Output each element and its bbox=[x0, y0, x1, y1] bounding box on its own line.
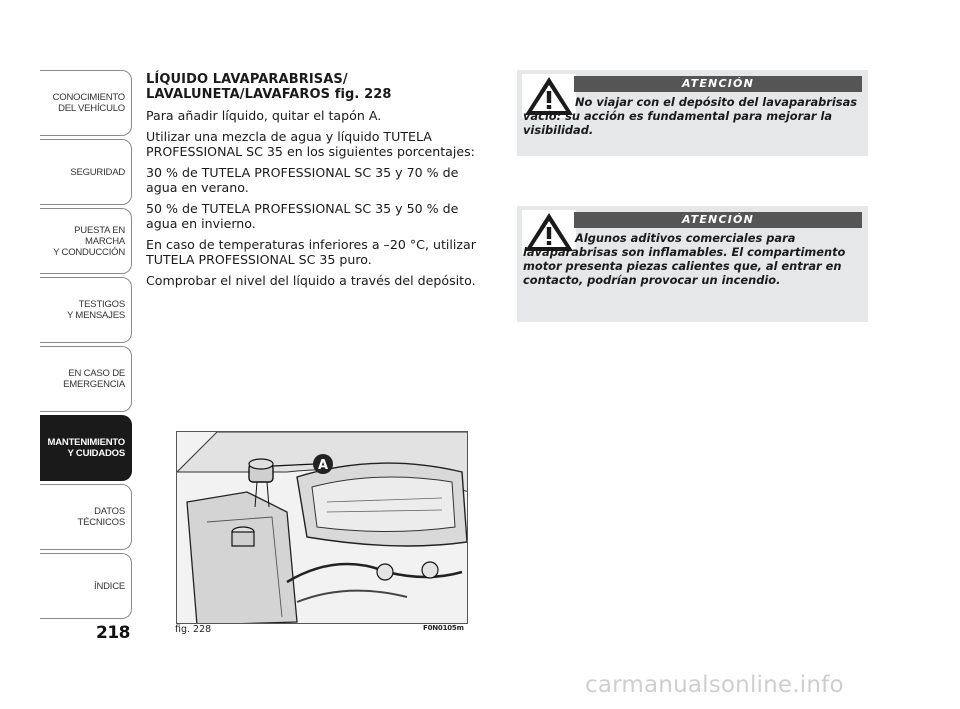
paragraph: En caso de temperaturas inferiores a –20 °C, utilizar TUTELA PROFESSIONAL SC 35 puro. bbox=[146, 237, 476, 267]
tab-conocimiento-del-vehiculo[interactable]: CONOCIMIENTO DEL VEHÍCULO bbox=[40, 70, 132, 136]
tab-mantenimiento-y-cuidados[interactable]: MANTENIMIENTO Y CUIDADOS bbox=[40, 415, 132, 481]
warning-box-flammable-additives bbox=[517, 206, 868, 322]
tab-testigos-y-mensajes[interactable]: TESTIGOS Y MENSAJES bbox=[40, 277, 132, 343]
paragraph: 30 % de TUTELA PROFESSIONAL SC 35 y 70 % de agua en verano. bbox=[146, 165, 459, 195]
section-title: LÍQUIDO LAVAPARABRISAS/ LAVALUNETA/LAVAFAROS fig. 228 bbox=[146, 72, 392, 102]
tab-indice[interactable]: ÍNDICE bbox=[40, 553, 132, 619]
watermark: carmanualsonline.info bbox=[585, 672, 844, 698]
paragraph: Para añadir líquido, quitar el tapón A. bbox=[146, 108, 382, 123]
page-number: 218 bbox=[96, 623, 130, 643]
warning-heading: ATENCIÓN bbox=[574, 212, 862, 228]
figure-caption: fig. 228 bbox=[175, 624, 212, 635]
warning-text: Algunos aditivos comerciales para lavaparabrisas son inflamables. El compartimento motor presenta piezas calientes que, al entrar en contacto, podrían provocar un incendio. bbox=[523, 231, 846, 287]
paragraph: 50 % de TUTELA PROFESSIONAL SC 35 y 50 % de agua en invierno. bbox=[146, 201, 459, 231]
engine-bay-figure bbox=[176, 431, 468, 624]
section-washer-fluid bbox=[146, 72, 486, 294]
tab-puesta-en-marcha[interactable]: PUESTA EN MARCHA Y CONDUCCIÓN bbox=[40, 208, 132, 274]
figure-code: F0N0105m bbox=[423, 624, 464, 632]
paragraph: Comprobar el nivel del líquido a través del depósito. bbox=[146, 273, 476, 288]
tab-en-caso-de-emergencia[interactable]: EN CASO DE EMERGENCIA bbox=[40, 346, 132, 412]
tab-seguridad[interactable]: SEGURIDAD bbox=[40, 139, 132, 205]
paragraph: Utilizar una mezcla de agua y líquido TUTELA PROFESSIONAL SC 35 en los siguientes porcentajes: bbox=[146, 129, 475, 159]
tab-datos-tecnicos[interactable]: DATOS TÉCNICOS bbox=[40, 484, 132, 550]
warning-text: No viajar con el depósito del lavaparabrisas vacío: su acción es fundamental para mejorar la visibilidad. bbox=[523, 95, 858, 137]
engine-bay-illustration bbox=[177, 432, 468, 624]
warning-heading: ATENCIÓN bbox=[574, 76, 862, 92]
warning-box-empty-reservoir bbox=[517, 70, 868, 156]
callout-a-label: A bbox=[317, 458, 329, 473]
